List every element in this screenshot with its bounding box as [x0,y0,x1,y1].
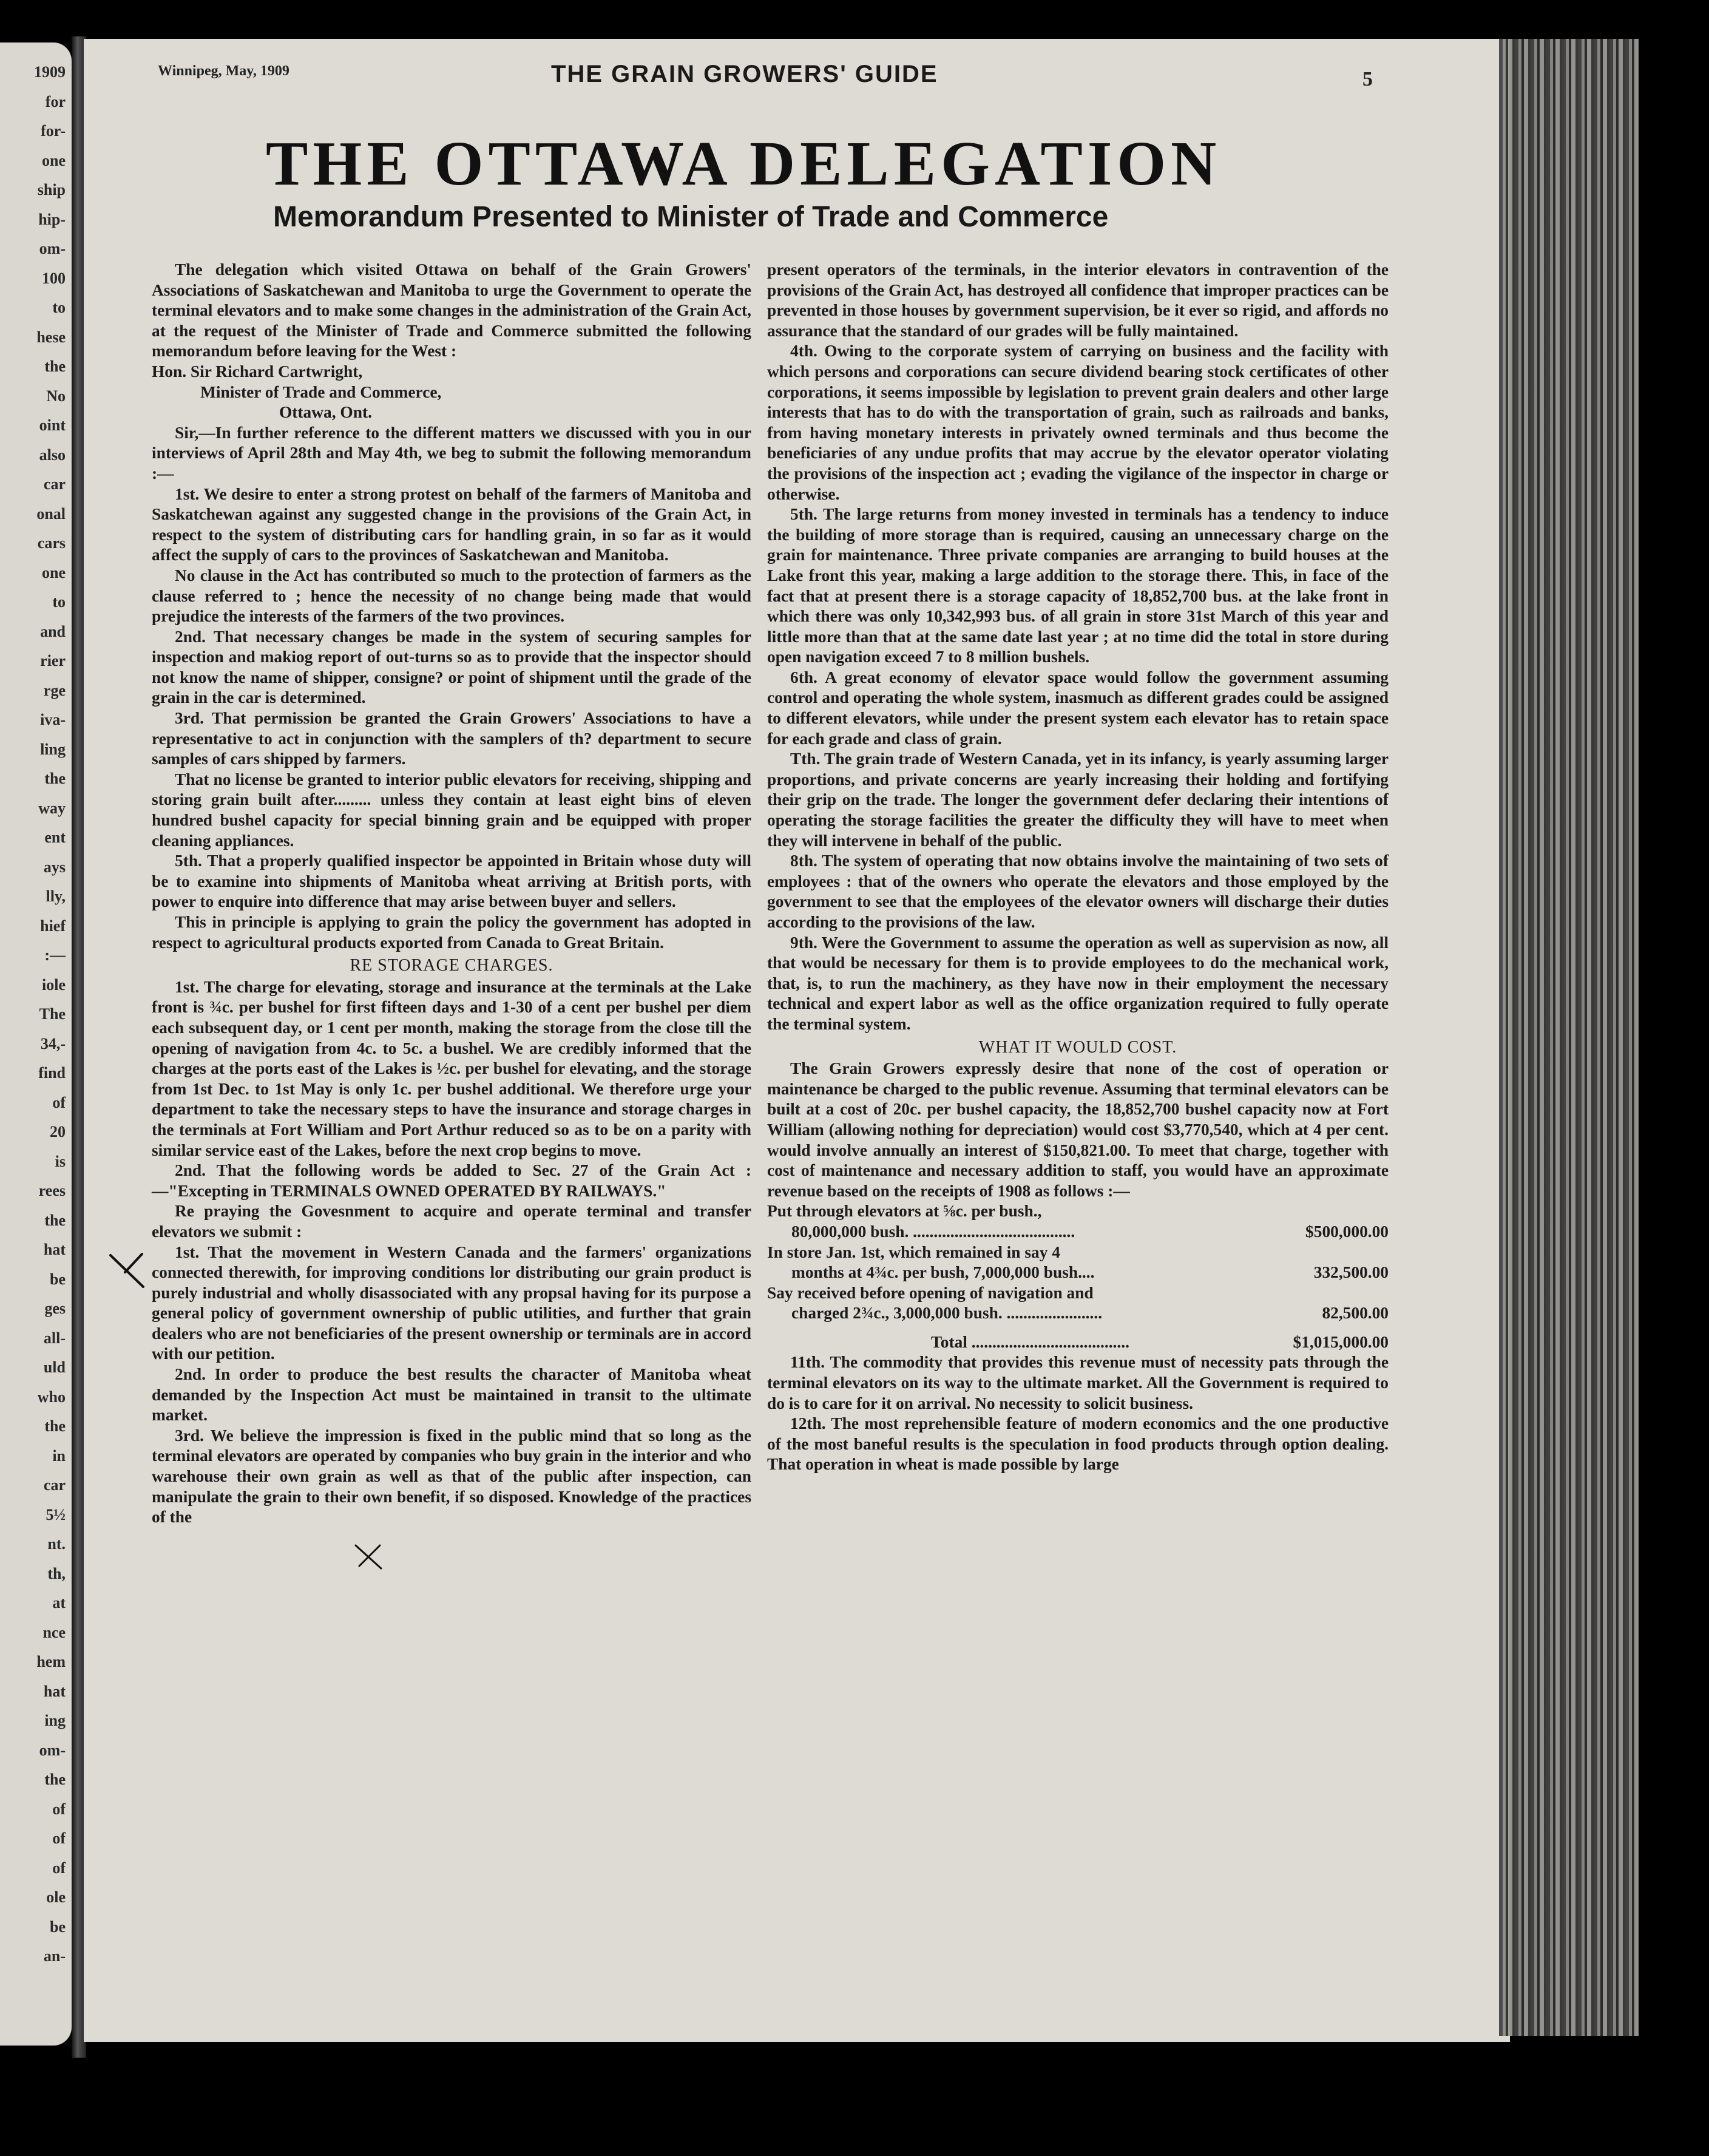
facing-page-text-fragment: at [52,1594,66,1612]
revenue-row [767,1283,1389,1304]
article-paragraph: 1st. The charge for elevating, storage and insurance at the terminals at the Lake front is ¾c. per bushel for first fifteen days and 1-30 of a cent per bushel per diem each subsequent day, or 1 cent per month, making the storage from the close till the opening of navigation from 4c. to 5c. a bushel. We are credibly informed that the charges at the ports east of the Lakes is ½c. per bushel for elevating, and the storage from 1st Dec. to 1st May is only 1c. per bushel additional. We therefore urge your department to take the necessary steps to have the insurance and storage charges in the terminals at Fort William and Port Arthur reduced so as to be on a parity with similar service east of the Lakes, before the next crop begins to move. [152,977,751,1159]
article-paragraph: 2nd. That necessary changes be made in the system of securing samples for inspection and makiog report of out-turns so as to provide that the inspector should not know the name of shipper, consigne? or point of shipment until the grade of the grain in the car is determined. [152,627,751,707]
article-paragraph: That no license be granted to interior public elevators for receiving, shipping and storing grain built after......... unless they contain at least eight bins of eleven hundred bushel capacity for special binning grain and be equipped with proper cleaning appliances. [152,770,751,850]
facing-page-text-fragment: the [44,770,66,787]
facing-page-text-fragment: ing [44,1712,66,1729]
facing-page-text-fragment: hat [43,1241,66,1258]
revenue-row [767,1242,1389,1263]
facing-page-text-fragment: uld [43,1358,66,1376]
article-paragraph: 12th. The most reprehensible feature of modern economics and the one productive of the most baneful results is the speculation in food products through option dealing. That operation in wheat is made possible by large [767,1414,1389,1474]
article-title: THE OTTAWA DELEGATION [266,129,1222,198]
facing-page-text-fragment: oint [39,416,66,434]
right-column [767,260,1389,1475]
facing-page-text-fragment: :— [44,946,66,964]
facing-page-text-fragment: the [44,1211,66,1229]
section-heading: RE STORAGE CHARGES. [350,956,553,975]
journal-name: THE GRAIN GROWERS' GUIDE [551,61,938,87]
facing-page-text-fragment: be [50,1917,66,1936]
facing-page-text-fragment: of [52,1093,66,1111]
article-paragraph: 2nd. That the following words be added to Sec. 27 of the Grain Act :—"Excepting in TERMINALS OWNED OPERATED BY RAILWAYS." [152,1161,751,1200]
facing-page-text-fragment: 20 [50,1123,66,1141]
article-paragraph: 4th. Owing to the corporate system of carrying on business and the facility with which persons and corporations can secure dividend bearing stock certificates of other corporations, it seems impossible by legislation to prevent grain dealers and other large interests that has to do with the transportation of grain, such as railroads and banks, from having monetary interests in privately owned terminals and thus become the beneficiaries of any undue profits that may accrue by the elevator operator violating the provisions of the inspection act ; evading the vigilance of the inspector in charge or otherwise. [767,342,1389,503]
facing-page-text-fragment: rier [40,652,66,670]
facing-page-text-fragment: The [39,1005,66,1023]
article-paragraph: 5th. That a properly qualified inspector be appointed in Britain whose duty will be to examine into shipments of Manitoba wheat arriving at British ports, with power to enquire into difference that may arise between buyer and sellers. [152,852,751,911]
facing-page-text-fragment: the [44,1771,66,1788]
article-paragraph: 1st. We desire to enter a strong protest on behalf of the farmers of Manitoba and Saskatchewan against any suggested change in the provisions of the Grain Act, in respect to the system of distributing cars for handling grain, in so far as it would affect the supply of cars to the provinces of Saskatchewan and Manitoba. [152,484,751,564]
facing-page-text-fragment: 100 [42,269,66,287]
revenue-total-amount: $1,015,000.00 [1293,1332,1389,1351]
facing-page-text-fragment: of [52,1829,66,1847]
handwritten-x-mark [107,1250,149,1293]
facing-page-text-fragment: all- [43,1329,66,1347]
revenue-total-row [767,1324,1389,1353]
article-paragraph: Hon. Sir Richard Cartwright, [152,362,363,381]
article-paragraph: Ottawa, Ont. [279,403,372,422]
facing-page-text-fragment: iva- [40,711,66,728]
revenue-item-amount: 82,500.00 [1322,1304,1389,1323]
facing-page-text-fragment: to [52,593,66,611]
facing-page-text-fragment: 5½ [46,1505,66,1524]
facing-page-text-fragment: in [52,1446,66,1465]
article-paragraph: Re praying the Govesnment to acquire and operate terminal and transfer elevators we submit : [152,1202,751,1241]
article-paragraph: No clause in the Act has contributed so much to the protection of farmers as the clause referred to ; hence the necessity of no change being made that would prejudice the interests of the farmers of the two provinces. [152,566,751,626]
facing-page-text-fragment: hat [43,1682,66,1700]
facing-page-text-fragment: No [46,387,66,405]
facing-page-text-fragment: of [52,1859,66,1877]
facing-page-text-fragment: to [52,299,66,316]
revenue-row [767,1201,1389,1222]
article-paragraph: 2nd. In order to produce the best results the character of Manitoba wheat demanded by the Inspection Act must be maintained in transit to the ultimate market. [152,1365,751,1425]
facing-page-text-fragment: also [39,446,66,464]
article-paragraph: present operators of the terminals, in the interior elevators in contravention of the provisions of the Grain Act, has destroyed all confidence that improper practices can be prevented in those houses by government supervision, be it ever so rigid, and affords no assurance that the standard of our grades will be fully maintained. [767,260,1389,340]
page-stack-edge [1499,39,1639,2036]
revenue-item-detail: charged 2¾c., 3,000,000 bush. ....................... [791,1304,1103,1323]
facing-page-text-fragment: rees [38,1182,66,1199]
article-paragraph: Tth. The grain trade of Western Canada, yet in its infancy, is yearly assuming larger proportions, and private concerns are yearly increasing their holding and fortifying their grip on the trade. The longer the government defer declaring their intentions of operating the storage facilities the greater the difficulty they will have to meet when they will intervene in behalf of the public. [767,750,1389,850]
facing-page-text-fragment: the [44,358,66,375]
facing-page-text-fragment: be [50,1270,66,1288]
facing-page-text-fragment: for [45,92,66,110]
article-paragraph: 5th. The large returns from money invested in terminals has a tendency to induce the building of more storage than is required, causing an unnecessary charge on the grain for maintenance. Three private companies are arranging to build houses at the Lake front this year, making a large addition to the storage there. This, in face of the fact that at present there is a storage capacity of 18,852,700 bus. at the lake front in which there was only 10,342,993 bus. of all grain in store 31st March of this year and little more than that at the same date last year ; at no time did the total in store during open navigation exceed 7 to 8 million bushels. [767,505,1389,666]
article-paragraph: 9th. Were the Government to assume the operation as well as supervision as now, all that would be necessary for them is to provide employees to do the mechanical work, that, is, to run the machinery, as they have now in their employment the necessary technical and expert labor as well as the office organization required to fully operate the terminal system. [767,933,1389,1033]
article-paragraph: 3rd. We believe the impression is fixed in the public mind that so long as the terminal elevators are operated by companies who buy grain in the interior and who warehouse their own grain as well as that of the public after inspection, can manipulate the grain to their own benefit, if so disposed. Knowledge of the practices of the [152,1426,751,1527]
facing-page-text-fragment: who [37,1388,66,1406]
facing-page-text-fragment: find [38,1064,66,1082]
handwritten-x-mark [351,1542,387,1572]
facing-page-text-fragment: an- [43,1947,66,1965]
article-paragraph: This in principle is applying to grain the policy the government has adopted in respect to agricultural products exported from Canada to Great Britain. [152,913,751,952]
article-paragraph: Minister of Trade and Commerce, [200,382,442,401]
facing-page-text-fragment: om- [39,240,66,257]
article-paragraph: 8th. The system of operating that now obtains involve the maintaining of two sets of employees : that of the owners who operate the elevators and those employed by the government to see that the employees of the elevator owners will discharge their duties according to the provisions of the law. [767,852,1389,931]
facing-page-text-fragment: ole [46,1888,66,1906]
page-number: 5 [1362,68,1373,90]
revenue-item-amount: $500,000.00 [1305,1222,1389,1241]
facing-page-text-fragment: the [44,1417,66,1435]
header-place-date: Winnipeg, May, 1909 [158,63,289,79]
facing-page-text-fragment: om- [39,1741,66,1759]
facing-page-text-fragment: car [43,475,66,493]
facing-page-text-fragment: hip- [38,210,66,228]
facing-page-edge [0,42,72,2046]
facing-page-text-fragment: 34,- [40,1034,66,1053]
revenue-item-amount: 332,500.00 [1313,1263,1389,1282]
facing-page-text-fragment: way [38,799,66,817]
facing-page-text-fragment: nt. [47,1535,66,1553]
facing-page-text-fragment: hief [40,917,66,935]
facing-page-text-fragment: for- [41,122,66,140]
facing-page-text-fragment: ent [44,829,66,846]
revenue-item-label: Say received before opening of navigation and [767,1283,1094,1302]
revenue-item-detail: 80,000,000 bush. ....................................... [791,1222,1075,1241]
article-paragraph: 3rd. That permission be granted the Grain Growers' Associations to have a representative to act in conjunction with the samplers of th? department to secure samples of cars shipped by farmers. [152,709,751,768]
article-paragraph: 1st. That the movement in Western Canada and the farmers' organizations connected therewith, for improving conditions lor distributing our grain product is purely industrial and wholly disassociated with any propsal having for its purpose a general policy of government ownership of public utilities, and further that grain dealers who are not beneficiaries of the present ownership or terminals are in accord with our petition. [152,1242,751,1363]
article-paragraph: 11th. The commodity that provides this revenue must of necessity pats through the terminal elevators on its way to the ultimate market. All the Government is required to do is to care for it on arrival. No necessity to solicit business. [767,1353,1389,1412]
revenue-total-label: Total ...................................... [931,1332,1129,1351]
article-paragraph: The delegation which visited Ottawa on behalf of the Grain Growers' Associations of Saskatchewan and Manitoba to urge the Government to operate the terminal elevators and to make some changes in the administration of the Grain Act, at the request of the Minister of Trade and Commerce submitted the following memorandum before leaving for the West : [152,260,751,361]
facing-page-text-fragment: hese [36,328,66,346]
facing-page-text-fragment: car [43,1476,66,1494]
revenue-item-label: In store Jan. 1st, which remained in say 4 [767,1242,1060,1261]
article-paragraph: Sir,—In further reference to the different matters we discussed with you in our interviews of April 28th and May 4th, we beg to submit the following memorandum :— [152,423,751,483]
facing-page-text-fragment: onal [36,504,66,523]
facing-page-text-fragment: ges [44,1300,66,1317]
right-column-text [767,260,1389,1201]
facing-page-text-fragment: one [42,151,66,169]
article-subtitle: Memorandum Presented to Minister of Trade and Commerce [273,201,1109,233]
facing-page-text-fragment: lly, [46,887,66,905]
article-paragraph: 6th. A great economy of elevator space would follow the government assuming control and operating the whole system, inasmuch as different grades could be assigned to different elevators, while under the present system each elevator has to retain space for each grade and class of grain. [767,668,1389,748]
article-paragraph: The Grain Growers expressly desire that none of the cost of operation or maintenance be charged to the public revenue. Assuming that terminal elevators can be built at a cost of 20c. per bushel capacity, the 18,852,700 bushel capacity now at Fort William (allowing nothing for depreciation) would cost $3,770,540, which at 4 per cent. would involve annually an interest of $150,821.00. To meet that charge, together with cost of maintenance and necessary addition to staff, you would have an approximate revenue based on the receipts of 1908 as follows :— [767,1059,1389,1200]
right-column-closing-text [767,1352,1389,1475]
facing-page-text-fragment: nce [42,1623,66,1641]
facing-page-text-fragment: ays [43,858,66,876]
facing-page-text-fragment: rge [43,681,66,699]
revenue-item-detail: months at 4¾c. per bush, 7,000,000 bush.... [791,1263,1095,1282]
facing-page-text-fragment: is [55,1152,66,1170]
revenue-item-label: Put through elevators at ⅝c. per bush., [767,1202,1042,1221]
scan-background [1639,24,1709,2156]
section-heading: WHAT IT WOULD COST. [978,1037,1177,1057]
facing-page-text-fragment: of [52,1800,66,1818]
facing-page-text-fragment: and [40,622,66,640]
facing-page-text-fragment: iole [42,975,66,994]
facing-page-text-fragment: cars [37,534,66,552]
facing-page-text-fragment: one [42,563,66,581]
left-column [152,260,751,1528]
facing-page-text-fragment: th, [47,1564,66,1582]
facing-page-text-fragment: hem [36,1653,66,1670]
facing-page-text-fragment: ship [37,181,66,198]
facing-page-text-fragment: 1909 [34,63,66,81]
facing-page-text-fragment: ling [40,740,66,758]
revenue-table [767,1201,1389,1352]
